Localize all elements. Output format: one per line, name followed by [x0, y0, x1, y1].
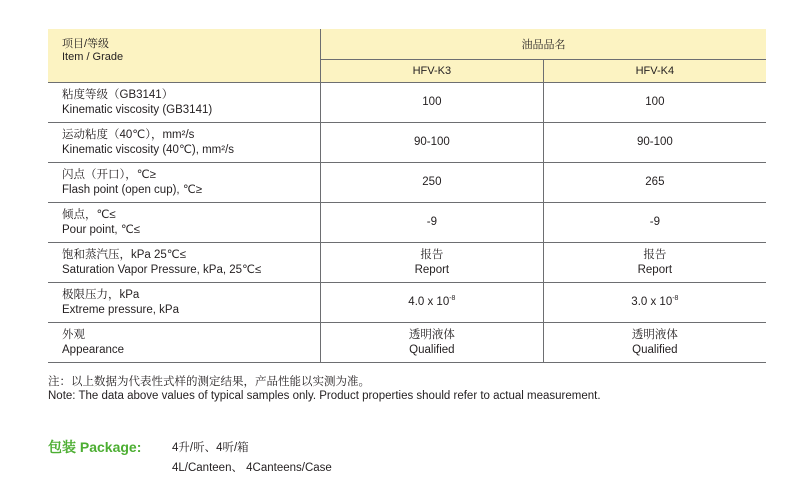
cell-k3: [321, 283, 544, 323]
cell-k4-zh: 透明液体: [631, 328, 678, 341]
cell-k4-en: Qualified: [632, 343, 678, 356]
header-item-grade: [48, 29, 321, 83]
row-label-en: Flash point (open cup), ℃≥: [62, 183, 203, 196]
cell-k3-zh: 报告: [420, 248, 444, 261]
row-label-en: Kinematic viscosity (GB3141): [62, 103, 213, 116]
table-row-viscosity-grade: [48, 83, 766, 123]
row-label-en: Extreme pressure, kPa: [62, 303, 179, 316]
cell-k4-base: 3.0 x 10: [631, 296, 673, 308]
row-label-zh: 极限压力，kPa: [62, 288, 140, 301]
row-label-en: Saturation Vapor Pressure, kPa, 25℃≤: [62, 263, 262, 276]
row-label-en: Pour point, ℃≤: [62, 223, 141, 236]
cell-k4: [543, 323, 766, 363]
header-product-name: 油品品名: [321, 29, 767, 60]
cell-k3: [321, 323, 544, 363]
header-grade-k3: HFV-K3: [321, 60, 544, 83]
table-row-appearance: [48, 323, 766, 363]
row-label: [48, 283, 321, 323]
spec-table: [48, 29, 766, 363]
table-row-flash-point: [48, 163, 766, 203]
cell-k3: 90-100: [321, 123, 544, 163]
cell-k4: 90-100: [543, 123, 766, 163]
table-row-kinematic-viscosity: [48, 123, 766, 163]
row-label-en: Kinematic viscosity (40℃), mm²/s: [62, 143, 235, 156]
row-label: [48, 203, 321, 243]
row-label: [48, 163, 321, 203]
cell-k3-en: Report: [414, 263, 450, 276]
cell-k3-base: 4.0 x 10: [408, 296, 450, 308]
package-line-en: 4L/Canteen、 4Canteens/Case: [172, 462, 332, 474]
cell-k4-en: Report: [637, 263, 673, 276]
table-row-pour-point: [48, 203, 766, 243]
row-label-zh: 运动粘度（40℃），mm²/s: [62, 128, 195, 141]
header-item-en: Item / Grade: [62, 51, 124, 63]
table-row-extreme-pressure: [48, 283, 766, 323]
package-title: 包装 Package:: [48, 439, 142, 455]
cell-k3: [321, 243, 544, 283]
row-label-en: Appearance: [62, 343, 125, 356]
footnote-zh: 注：以上数据为代表性式样的测定结果，产品性能以实测为准。: [48, 376, 370, 388]
cell-k3-en: Qualified: [409, 343, 455, 356]
cell-k3: 250: [321, 163, 544, 203]
header-item-zh: 项目/等级: [62, 38, 110, 50]
cell-k3: 100: [321, 83, 544, 123]
row-label: [48, 123, 321, 163]
row-label-zh: 粘度等级（GB3141）: [62, 88, 174, 101]
row-label-zh: 倾点，℃≤: [62, 208, 116, 221]
cell-k4: 100: [543, 83, 766, 123]
row-label-zh: 闪点（开口），℃≥: [62, 168, 156, 181]
footnote-en: Note: The data above values of typical samples only. Product properties should refer to actual measurement.: [48, 390, 601, 402]
row-label-zh: 外观: [62, 328, 85, 341]
row-label: [48, 83, 321, 123]
table-row-vapor-pressure: [48, 243, 766, 283]
cell-k4: -9: [543, 203, 766, 243]
cell-k4: [543, 283, 766, 323]
package-line-zh: 4升/听、4听/箱: [172, 442, 249, 454]
row-label-zh: 饱和蒸汽压，kPa 25℃≤: [62, 248, 187, 261]
cell-k4: [543, 243, 766, 283]
cell-k4-exponent: -8: [672, 295, 679, 302]
header-grade-k4: HFV-K4: [543, 60, 766, 83]
cell-k4: 265: [543, 163, 766, 203]
cell-k3-zh: 透明液体: [408, 328, 455, 341]
cell-k4-zh: 报告: [643, 248, 667, 261]
cell-k3: -9: [321, 203, 544, 243]
row-label: [48, 323, 321, 363]
cell-k3-exponent: -8: [449, 295, 456, 302]
footnote: [48, 375, 601, 403]
row-label: [48, 243, 321, 283]
